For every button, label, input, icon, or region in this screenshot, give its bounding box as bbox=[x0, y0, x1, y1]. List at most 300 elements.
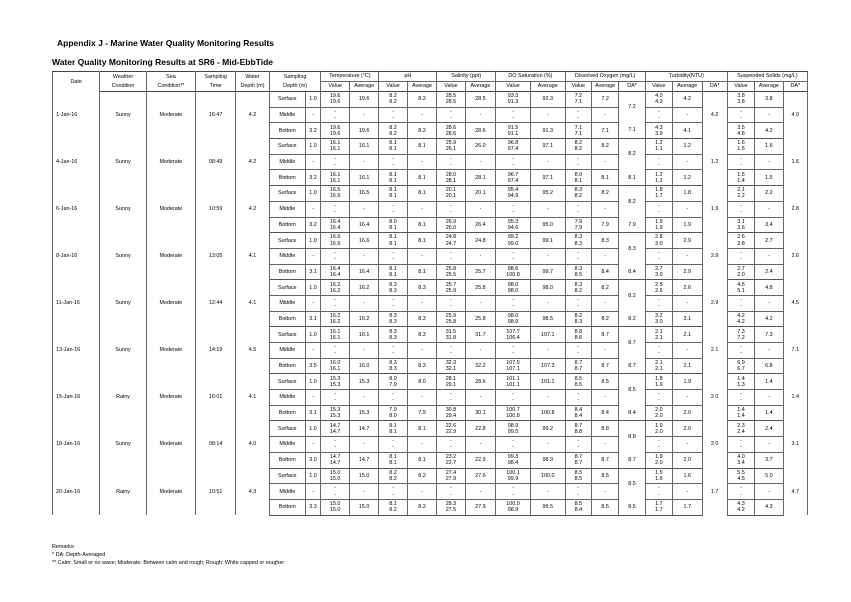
dissolved-oxygen-average-cell: 8.2 bbox=[591, 139, 618, 155]
temperature-value-cell bbox=[321, 499, 349, 515]
turbidity-value-cell-reading: 2.0 bbox=[655, 460, 663, 467]
header-water-depth-2: Depth (m) bbox=[236, 82, 270, 92]
do-saturation-value-cell-reading: 99.9 bbox=[507, 475, 519, 482]
ph-value-cell-reading: - bbox=[392, 250, 394, 257]
turbidity-da-cell: 1.9 bbox=[702, 186, 727, 233]
salinity-value-cell-reading: 20.1 bbox=[445, 193, 457, 200]
suspended-solids-average-cell: 6.8 bbox=[755, 358, 783, 374]
dissolved-oxygen-da-cell: 8.7 bbox=[619, 452, 645, 468]
turbidity-average-cell: - bbox=[673, 437, 702, 453]
salinity-value-cell-reading: - bbox=[450, 297, 452, 304]
salinity-average-cell: 27.6 bbox=[465, 468, 496, 484]
dissolved-oxygen-average-cell: - bbox=[591, 343, 618, 359]
do-saturation-value-cell-reading: - bbox=[512, 350, 514, 357]
turbidity-value-cell-reading: 1.9 bbox=[655, 381, 663, 388]
dissolved-oxygen-value-cell-reading: - bbox=[577, 297, 580, 304]
do-saturation-average-cell: 101.1 bbox=[530, 374, 565, 390]
sampling-depth-cell: - bbox=[305, 343, 321, 359]
temperature-value-cell-reading: 19.6 bbox=[329, 93, 341, 100]
salinity-value-cell-reading: - bbox=[450, 162, 452, 169]
temperature-value-cell bbox=[321, 217, 349, 233]
temperature-average-cell: 19.6 bbox=[349, 92, 378, 108]
suspended-solids-value-cell-reading: 2.3 bbox=[737, 422, 745, 429]
temperature-average-cell: - bbox=[349, 437, 378, 453]
temperature-value-cell-reading: - bbox=[334, 108, 337, 115]
dissolved-oxygen-value-cell-reading: 7.9 bbox=[574, 218, 583, 225]
turbidity-value-cell-reading: 2.6 bbox=[655, 287, 663, 294]
temperature-value-cell-reading: - bbox=[334, 256, 337, 263]
do-saturation-average-cell: 107.1 bbox=[530, 327, 565, 343]
suspended-solids-value-cell bbox=[727, 139, 754, 155]
turbidity-average-cell: 4.2 bbox=[673, 92, 702, 108]
sampling-level-cell: Middle bbox=[269, 154, 305, 170]
sampling-level-cell: Middle bbox=[269, 201, 305, 217]
do-saturation-value-cell-reading: 96.8 bbox=[507, 140, 519, 147]
dissolved-oxygen-value-cell-reading: - bbox=[577, 115, 580, 122]
do-saturation-value-cell-reading: 100.8 bbox=[506, 413, 520, 420]
ph-average-cell: - bbox=[407, 248, 436, 264]
dissolved-oxygen-average-cell: 8.2 bbox=[591, 311, 618, 327]
salinity-value-cell-reading: 26.1 bbox=[445, 146, 457, 153]
salinity-value-cell bbox=[437, 390, 465, 406]
do-saturation-value-cell bbox=[496, 201, 531, 217]
sampling-depth-cell: 1.0 bbox=[305, 421, 321, 437]
sampling-level-cell: Middle bbox=[269, 437, 305, 453]
do-saturation-average-cell: 95.2 bbox=[530, 186, 565, 202]
do-saturation-value-cell-reading: 99.5 bbox=[507, 428, 519, 435]
sampling-depth-cell: 1.0 bbox=[305, 139, 321, 155]
temperature-average-cell: 15.0 bbox=[349, 468, 378, 484]
temperature-value-cell-reading: 15.0 bbox=[329, 469, 341, 476]
salinity-value-cell-reading: 27.5 bbox=[445, 507, 457, 514]
suspended-solids-value-cell-reading: - bbox=[740, 115, 742, 122]
header-average: Average bbox=[465, 82, 496, 92]
temperature-value-cell bbox=[321, 154, 349, 170]
ph-value-cell bbox=[379, 139, 407, 155]
salinity-value-cell bbox=[437, 264, 465, 280]
do-saturation-value-cell-reading: 96.7 bbox=[507, 171, 519, 178]
dissolved-oxygen-value-cell bbox=[565, 248, 591, 264]
do-saturation-value-cell bbox=[496, 327, 531, 343]
salinity-value-cell-reading: - bbox=[450, 444, 452, 451]
turbidity-average-cell: 4.1 bbox=[673, 123, 702, 139]
ph-average-cell: 8.2 bbox=[407, 468, 436, 484]
ph-average-cell: 8.0 bbox=[407, 374, 436, 390]
dissolved-oxygen-value-cell bbox=[565, 499, 591, 515]
do-saturation-value-cell-reading: - bbox=[512, 108, 514, 115]
suspended-solids-value-cell-reading: 3.8 bbox=[737, 93, 745, 100]
ph-average-cell: - bbox=[407, 107, 436, 123]
do-saturation-value-cell bbox=[496, 311, 531, 327]
salinity-value-cell bbox=[437, 468, 465, 484]
temperature-value-cell-reading: 16.4 bbox=[329, 224, 341, 231]
temperature-average-cell: 15.0 bbox=[349, 499, 378, 515]
turbidity-average-cell: 2.0 bbox=[673, 421, 702, 437]
suspended-solids-value-cell-reading: 2.6 bbox=[737, 234, 745, 241]
suspended-solids-value-cell bbox=[727, 217, 754, 233]
dissolved-oxygen-da-cell: 8.5 bbox=[619, 468, 645, 499]
ph-average-cell: 8.1 bbox=[407, 186, 436, 202]
sampling-depth-cell: 1.0 bbox=[305, 280, 321, 296]
ph-value-cell bbox=[379, 123, 407, 139]
ph-value-cell-reading: 8.1 bbox=[389, 140, 397, 147]
dissolved-oxygen-value-cell-reading: 8.2 bbox=[574, 193, 583, 200]
salinity-average-cell: - bbox=[465, 390, 496, 406]
temperature-average-cell: 16.2 bbox=[349, 280, 378, 296]
turbidity-value-cell-reading: - bbox=[657, 250, 660, 257]
salinity-average-cell: 20.1 bbox=[465, 186, 496, 202]
suspended-solids-value-cell-reading: 3.6 bbox=[737, 224, 745, 231]
suspended-solids-value-cell-reading: 2.4 bbox=[737, 428, 745, 435]
salinity-average-cell: 25.7 bbox=[465, 264, 496, 280]
do-saturation-value-cell-reading: - bbox=[512, 297, 514, 304]
suspended-solids-value-cell-reading: 1.5 bbox=[737, 171, 745, 178]
turbidity-value-cell bbox=[645, 217, 672, 233]
suspended-solids-value-cell-reading: - bbox=[740, 485, 742, 492]
salinity-value-cell bbox=[437, 107, 465, 123]
turbidity-value-cell bbox=[645, 452, 672, 468]
ph-average-cell: 8.1 bbox=[407, 452, 436, 468]
temperature-average-cell: 14.7 bbox=[349, 421, 378, 437]
do-saturation-value-cell-reading: 98.9 bbox=[507, 507, 519, 514]
dissolved-oxygen-value-cell bbox=[565, 139, 591, 155]
ph-average-cell: 8.3 bbox=[407, 327, 436, 343]
salinity-value-cell bbox=[437, 343, 465, 359]
salinity-value-cell bbox=[437, 154, 465, 170]
temperature-value-cell-reading: 16.1 bbox=[329, 146, 341, 153]
dissolved-oxygen-value-cell-reading: - bbox=[577, 444, 580, 451]
dissolved-oxygen-value-cell bbox=[565, 123, 591, 139]
do-saturation-value-cell-reading: - bbox=[512, 256, 514, 263]
salinity-average-cell: 28.5 bbox=[465, 92, 496, 108]
turbidity-value-cell-reading: 1.7 bbox=[655, 193, 663, 200]
ph-value-cell-reading: 8.1 bbox=[389, 271, 397, 278]
salinity-average-cell: 22.9 bbox=[465, 452, 496, 468]
sampling-level-cell: Middle bbox=[269, 343, 305, 359]
water-depth-cell: 4.1 bbox=[236, 280, 270, 327]
suspended-solids-value-cell-reading: - bbox=[740, 209, 742, 216]
suspended-solids-value-cell bbox=[727, 358, 754, 374]
temperature-average-cell: 16.5 bbox=[349, 186, 378, 202]
dissolved-oxygen-value-cell-reading: 8.5 bbox=[574, 475, 583, 482]
dissolved-oxygen-value-cell bbox=[565, 280, 591, 296]
do-saturation-value-cell-reading: 100.0 bbox=[506, 501, 520, 508]
suspended-solids-value-cell-reading: 3.1 bbox=[737, 218, 745, 225]
header-average: Average bbox=[591, 82, 618, 92]
suspended-solids-value-cell bbox=[727, 374, 754, 390]
do-saturation-average-cell: 100.0 bbox=[530, 468, 565, 484]
salinity-value-cell-reading: 28.3 bbox=[445, 501, 457, 508]
do-saturation-value-cell bbox=[496, 390, 531, 406]
turbidity-value-cell bbox=[645, 295, 672, 311]
temperature-value-cell bbox=[321, 468, 349, 484]
dissolved-oxygen-value-cell-reading: - bbox=[577, 491, 580, 498]
turbidity-average-cell: - bbox=[673, 201, 702, 217]
ph-value-cell-reading: 8.1 bbox=[389, 454, 397, 461]
turbidity-average-cell: 1.2 bbox=[673, 170, 702, 186]
salinity-value-cell-reading: 22.6 bbox=[445, 422, 457, 429]
suspended-solids-average-cell: - bbox=[755, 390, 783, 406]
temperature-value-cell-reading: 15.3 bbox=[329, 381, 341, 388]
temperature-value-cell-reading: 16.1 bbox=[329, 334, 341, 341]
suspended-solids-value-cell-reading: 7.3 bbox=[737, 328, 745, 335]
water-depth-cell: 4.1 bbox=[236, 374, 270, 421]
sampling-level-cell: Surface bbox=[269, 139, 305, 155]
turbidity-value-cell-reading: 1.2 bbox=[655, 140, 663, 147]
do-saturation-average-cell: 100.8 bbox=[530, 405, 565, 421]
ph-average-cell: 8.3 bbox=[407, 358, 436, 374]
suspended-solids-value-cell-reading: - bbox=[740, 491, 742, 498]
header-average: Average bbox=[755, 82, 783, 92]
salinity-value-cell-reading: 31.5 bbox=[445, 328, 457, 335]
turbidity-value-cell-reading: 4.3 bbox=[655, 99, 663, 106]
ph-value-cell bbox=[379, 452, 407, 468]
suspended-solids-value-cell-reading: 1.4 bbox=[737, 177, 745, 184]
turbidity-value-cell-reading: 1.9 bbox=[655, 224, 663, 231]
salinity-value-cell bbox=[437, 92, 465, 108]
salinity-value-cell-reading: 25.8 bbox=[445, 318, 457, 325]
ph-value-cell-reading: 8.1 bbox=[389, 171, 397, 178]
salinity-value-cell-reading: 28.6 bbox=[445, 130, 457, 137]
ph-value-cell-reading: 8.0 bbox=[389, 218, 397, 225]
dissolved-oxygen-value-cell-reading: 8.5 bbox=[574, 381, 583, 388]
suspended-solids-average-cell: - bbox=[755, 295, 783, 311]
suspended-solids-value-cell bbox=[727, 484, 754, 500]
turbidity-value-cell bbox=[645, 186, 672, 202]
temperature-value-cell-reading: 16.6 bbox=[329, 193, 341, 200]
do-saturation-average-cell: 92.3 bbox=[530, 92, 565, 108]
do-saturation-value-cell-reading: 98.0 bbox=[507, 287, 519, 294]
sampling-depth-cell: - bbox=[305, 484, 321, 500]
sampling-time-cell: 14:19 bbox=[196, 327, 236, 374]
dissolved-oxygen-da-cell: 8.1 bbox=[619, 170, 645, 186]
turbidity-value-cell bbox=[645, 437, 672, 453]
ph-value-cell bbox=[379, 248, 407, 264]
ph-value-cell-reading: 8.1 bbox=[389, 177, 397, 184]
suspended-solids-value-cell-reading: - bbox=[740, 350, 742, 357]
dissolved-oxygen-da-cell: 8.5 bbox=[619, 374, 645, 405]
ph-value-cell-reading: - bbox=[392, 444, 394, 451]
sampling-level-cell: Middle bbox=[269, 248, 305, 264]
turbidity-value-cell bbox=[645, 468, 672, 484]
suspended-solids-average-cell: 3.4 bbox=[755, 217, 783, 233]
suspended-solids-value-cell bbox=[727, 452, 754, 468]
suspended-solids-value-cell bbox=[727, 421, 754, 437]
turbidity-value-cell bbox=[645, 170, 672, 186]
do-saturation-value-cell-reading: 101.1 bbox=[506, 375, 520, 382]
turbidity-average-cell: 1.9 bbox=[673, 374, 702, 390]
suspended-solids-average-cell: - bbox=[755, 343, 783, 359]
dissolved-oxygen-value-cell-reading: 8.0 bbox=[574, 171, 583, 178]
temperature-value-cell-reading: 15.0 bbox=[329, 501, 341, 508]
turbidity-value-cell-reading: 1.9 bbox=[655, 218, 663, 225]
salinity-value-cell-reading: - bbox=[450, 115, 452, 122]
do-saturation-average-cell: 98.5 bbox=[530, 311, 565, 327]
salinity-average-cell: 28.6 bbox=[465, 374, 496, 390]
temperature-average-cell: - bbox=[349, 484, 378, 500]
dissolved-oxygen-value-cell-reading: 8.4 bbox=[574, 413, 583, 420]
ph-average-cell: - bbox=[407, 295, 436, 311]
suspended-solids-value-cell-reading: 6.7 bbox=[737, 366, 745, 373]
dissolved-oxygen-value-cell-reading: 8.5 bbox=[574, 375, 583, 382]
do-saturation-value-cell bbox=[496, 264, 531, 280]
salinity-value-cell-reading: - bbox=[450, 156, 452, 163]
dissolved-oxygen-value-cell-reading: 8.3 bbox=[574, 234, 583, 241]
salinity-value-cell-reading: 26.9 bbox=[445, 218, 457, 225]
temperature-average-cell: - bbox=[349, 248, 378, 264]
dissolved-oxygen-value-cell bbox=[565, 374, 591, 390]
dissolved-oxygen-value-cell-reading: 8.3 bbox=[574, 240, 583, 247]
do-saturation-average-cell: 95.0 bbox=[530, 217, 565, 233]
sampling-time-cell: 13:05 bbox=[196, 233, 236, 280]
ph-average-cell: - bbox=[407, 390, 436, 406]
turbidity-value-cell-reading: - bbox=[657, 303, 660, 310]
temperature-value-cell-reading: 16.2 bbox=[329, 312, 341, 319]
sampling-level-cell: Surface bbox=[269, 468, 305, 484]
header-date: Date bbox=[53, 72, 100, 92]
suspended-solids-da-cell: 4.5 bbox=[783, 280, 807, 327]
ph-average-cell: 8.2 bbox=[407, 92, 436, 108]
temperature-value-cell bbox=[321, 405, 349, 421]
suspended-solids-value-cell-reading: 4.2 bbox=[737, 318, 745, 325]
do-saturation-value-cell bbox=[496, 484, 531, 500]
suspended-solids-average-cell: - bbox=[755, 107, 783, 123]
ph-value-cell-reading: 8.3 bbox=[389, 359, 397, 366]
date-cell: 8-Jan-16 bbox=[53, 233, 100, 280]
header-ph: pH bbox=[379, 72, 437, 82]
temperature-value-cell bbox=[321, 107, 349, 123]
dissolved-oxygen-value-cell-reading: - bbox=[577, 256, 580, 263]
sampling-level-cell: Bottom bbox=[269, 123, 305, 139]
temperature-value-cell bbox=[321, 311, 349, 327]
temperature-average-cell: - bbox=[349, 390, 378, 406]
turbidity-da-cell: 1.2 bbox=[702, 139, 727, 186]
suspended-solids-value-cell bbox=[727, 405, 754, 421]
dissolved-oxygen-da-cell: 8.5 bbox=[619, 499, 645, 515]
ph-value-cell-reading: - bbox=[392, 115, 394, 122]
suspended-solids-value-cell-reading: 3.5 bbox=[737, 124, 745, 131]
salinity-value-cell bbox=[437, 295, 465, 311]
turbidity-value-cell bbox=[645, 343, 672, 359]
temperature-value-cell-reading: 16.2 bbox=[329, 287, 341, 294]
ph-value-cell bbox=[379, 484, 407, 500]
dissolved-oxygen-value-cell bbox=[565, 295, 591, 311]
sampling-depth-cell: 3.5 bbox=[305, 358, 321, 374]
turbidity-value-cell bbox=[645, 484, 672, 500]
salinity-value-cell-reading: 25.9 bbox=[445, 140, 457, 147]
turbidity-average-cell: - bbox=[673, 107, 702, 123]
do-saturation-average-cell: 91.3 bbox=[530, 123, 565, 139]
salinity-value-cell bbox=[437, 123, 465, 139]
ph-value-cell-reading: 8.3 bbox=[389, 318, 397, 325]
dissolved-oxygen-value-cell-reading: - bbox=[577, 438, 580, 445]
dissolved-oxygen-value-cell bbox=[565, 217, 591, 233]
temperature-value-cell bbox=[321, 139, 349, 155]
do-saturation-value-cell-reading: 91.3 bbox=[507, 99, 519, 106]
suspended-solids-value-cell-reading: - bbox=[740, 344, 742, 351]
temperature-average-cell: 15.3 bbox=[349, 374, 378, 390]
turbidity-value-cell-reading: - bbox=[657, 491, 660, 498]
table-row bbox=[53, 186, 808, 202]
ph-average-cell: 8.1 bbox=[407, 233, 436, 249]
header-average: Average bbox=[673, 82, 702, 92]
dissolved-oxygen-average-cell: - bbox=[591, 484, 618, 500]
header-average: Average bbox=[349, 82, 378, 92]
ph-average-cell: 8.2 bbox=[407, 123, 436, 139]
ph-value-cell-reading: 8.2 bbox=[389, 99, 397, 106]
ph-value-cell bbox=[379, 499, 407, 515]
sea-condition-cell: Moderate bbox=[146, 280, 195, 327]
ph-value-cell-reading: - bbox=[392, 491, 394, 498]
sampling-depth-cell: 3.2 bbox=[305, 170, 321, 186]
suspended-solids-value-cell-reading: - bbox=[740, 156, 742, 163]
temperature-value-cell-reading: 15.0 bbox=[329, 475, 341, 482]
turbidity-average-cell: - bbox=[673, 343, 702, 359]
temperature-value-cell-reading: 15.3 bbox=[329, 375, 341, 382]
salinity-average-cell: - bbox=[465, 248, 496, 264]
sampling-depth-cell: - bbox=[305, 248, 321, 264]
salinity-average-cell: 22.8 bbox=[465, 421, 496, 437]
ph-value-cell-reading: - bbox=[392, 344, 394, 351]
suspended-solids-value-cell-reading: - bbox=[740, 397, 742, 404]
salinity-average-cell: - bbox=[465, 343, 496, 359]
ph-value-cell-reading: 8.2 bbox=[389, 469, 397, 476]
weather-cell: Sunny bbox=[100, 233, 146, 280]
suspended-solids-da-cell: 1.6 bbox=[783, 139, 807, 186]
dissolved-oxygen-da-cell: 8.7 bbox=[619, 358, 645, 374]
suspended-solids-value-cell-reading: 4.5 bbox=[737, 475, 745, 482]
sampling-depth-cell: - bbox=[305, 107, 321, 123]
turbidity-da-cell: 2.0 bbox=[702, 421, 727, 468]
sampling-depth-cell: 3.1 bbox=[305, 264, 321, 280]
salinity-value-cell bbox=[437, 170, 465, 186]
do-saturation-average-cell: 97.1 bbox=[530, 170, 565, 186]
salinity-value-cell-reading: - bbox=[450, 438, 452, 445]
salinity-average-cell: 31.7 bbox=[465, 327, 496, 343]
dissolved-oxygen-value-cell-reading: 8.3 bbox=[574, 265, 583, 272]
suspended-solids-value-cell-reading: - bbox=[740, 303, 742, 310]
do-saturation-value-cell-reading: 97.4 bbox=[507, 177, 519, 184]
ph-value-cell-reading: 7.9 bbox=[389, 381, 397, 388]
salinity-value-cell-reading: 26.0 bbox=[445, 224, 457, 231]
suspended-solids-value-cell-reading: 1.5 bbox=[737, 146, 745, 153]
suspended-solids-value-cell-reading: 7.2 bbox=[737, 334, 745, 341]
temperature-value-cell-reading: 15.3 bbox=[329, 413, 341, 420]
salinity-value-cell bbox=[437, 311, 465, 327]
salinity-value-cell-reading: - bbox=[450, 344, 452, 351]
dissolved-oxygen-value-cell bbox=[565, 405, 591, 421]
remarks bbox=[52, 543, 284, 567]
temperature-value-cell-reading: 16.1 bbox=[329, 366, 341, 373]
salinity-value-cell-reading: - bbox=[450, 391, 452, 398]
ph-value-cell-reading: - bbox=[392, 297, 394, 304]
ph-value-cell-reading: 8.2 bbox=[389, 507, 397, 514]
do-saturation-value-cell-reading: 97.4 bbox=[507, 146, 519, 153]
do-saturation-value-cell-reading: - bbox=[512, 444, 514, 451]
temperature-value-cell-reading: 16.1 bbox=[329, 171, 341, 178]
dissolved-oxygen-average-cell: 7.9 bbox=[591, 217, 618, 233]
do-saturation-value-cell-reading: - bbox=[512, 250, 514, 257]
ph-value-cell bbox=[379, 107, 407, 123]
sampling-depth-cell: 1.0 bbox=[305, 186, 321, 202]
temperature-value-cell-reading: - bbox=[334, 303, 337, 310]
date-cell: 11-Jan-16 bbox=[53, 280, 100, 327]
temperature-value-cell bbox=[321, 358, 349, 374]
temperature-value-cell-reading: 16.2 bbox=[329, 281, 341, 288]
dissolved-oxygen-value-cell bbox=[565, 327, 591, 343]
ph-value-cell bbox=[379, 280, 407, 296]
do-saturation-value-cell-reading: 94.6 bbox=[507, 224, 519, 231]
